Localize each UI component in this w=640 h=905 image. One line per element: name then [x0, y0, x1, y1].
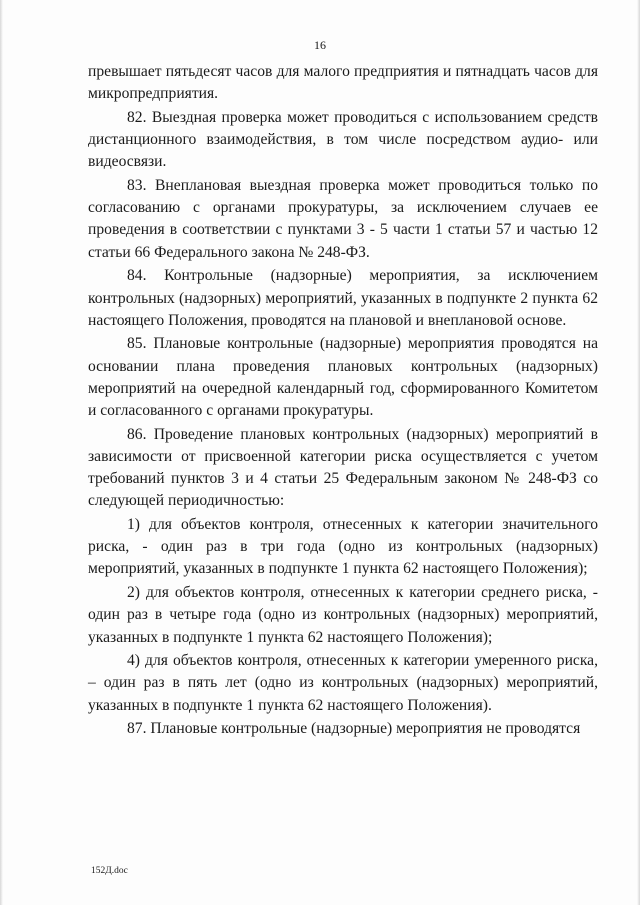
- page-edge-left: [0, 0, 3, 905]
- paragraph-continuation: превышает пятьдесят часов для малого предприятия и пятнадцать часов для микропредприятия.: [88, 63, 598, 103]
- paragraph-84: 84. Контрольные (надзорные) мероприятия, за исключением контрольных (надзорных) мероприятий, указанных в подпункте 2 пункта 62 настоящего Положения, проводятся на плановой и внеплановой основе.: [88, 267, 598, 329]
- list-item-1: 1) для объектов контроля, отнесенных к категории значительного риска, - один раз в три года (одно из контрольных (надзорных) мероприятий, указанных в подпункте 1 пункта 62 настоящего Положения);: [88, 516, 598, 578]
- list-item-4: 4) для объектов контроля, отнесенных к категории умеренного риска, – один раз в пять лет (одно из контрольных (надзорных) мероприятий, указанных в подпункте 1 пункта 62 настоящего Положения).: [88, 652, 598, 714]
- paragraph-83: 83. Внеплановая выездная проверка может проводиться только по согласованию с органами прокуратуры, за исключением случаев ее проведения в соответствии с пунктами 3 - 5 части 1 статьи 57 и частью 12 статьи 66 Федерального закона № 248-ФЗ.: [88, 177, 598, 261]
- paragraph-87: 87. Плановые контрольные (надзорные) мероприятия не проводятся: [127, 720, 581, 738]
- paragraph-86: 86. Проведение плановых контрольных (надзорных) мероприятий в зависимости от присвоенной категории риска осуществляется с учетом требований пунктов 3 и 4 статьи 25 Федеральным законом № 248-ФЗ со следующей периодичностью:: [88, 425, 598, 510]
- paragraph-85: 85. Плановые контрольные (надзорные) мероприятия проводятся на основании плана проведения плановых контрольных (надзорных) мероприятий на очередной календарный год, сформированного Комитетом и согласованного с органами прокуратуры.: [88, 335, 598, 420]
- list-item-2: 2) для объектов контроля, отнесенных к категории среднего риска, - один раз в четыре года (одно из контрольных (надзорных) мероприятий, указанных в подпункте 1 пункта 62 настоящего Положения);: [88, 584, 598, 646]
- page-number: 16: [314, 38, 326, 52]
- paragraph-82: 82. Выездная проверка может проводиться с использованием средств дистанционного взаимодействия, в том числе посредством аудио- или видеосвязи.: [88, 108, 598, 171]
- document-body: [88, 61, 598, 742]
- footer-filename: 152Д.doc: [91, 866, 128, 876]
